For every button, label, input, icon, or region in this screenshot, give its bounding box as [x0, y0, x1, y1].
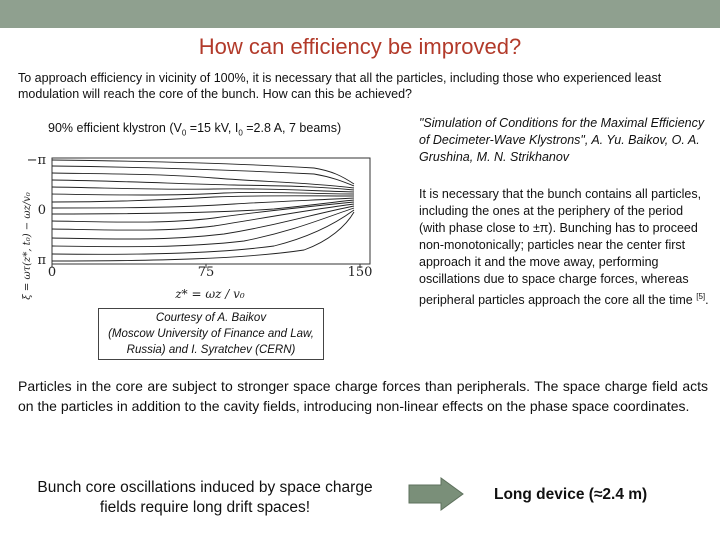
- plot-xlabel: z* = ωz / v₀: [175, 287, 245, 301]
- trajectory-1: [52, 160, 354, 184]
- courtesy-line-1: Courtesy of A. Baikov: [155, 312, 267, 324]
- top-bar: [0, 0, 720, 28]
- y-tick-zero: 0: [37, 203, 46, 218]
- bunching-explanation: [419, 186, 709, 309]
- y-tick-neg-pi: −π: [26, 153, 46, 168]
- x-tick-0: 0: [47, 265, 57, 280]
- plot-ylabel: ξ = ωτ(z*, t₀) − ωz/v₀: [22, 192, 33, 300]
- trajectory-7: [52, 196, 354, 202]
- reference-marker: [5]: [696, 292, 706, 301]
- klystron-label-sub-v: 0: [181, 128, 187, 138]
- klystron-label: [48, 121, 341, 138]
- plot-x-ticks: [48, 265, 373, 280]
- intro-text: To approach efficiency in vicinity of 100%, it is necessary that all the particles, including those who experienced least modulation will reach the core of the bunch. How can this be achieved?: [18, 71, 662, 101]
- trajectory-2: [52, 166, 354, 186]
- slide-title: How can efficiency be improved?: [198, 34, 522, 59]
- phase-trajectories: [52, 160, 354, 261]
- courtesy-box: [98, 308, 324, 360]
- klystron-label-suffix: =2.8 A, 7 beams): [242, 121, 342, 135]
- right-arrow-icon: [408, 477, 464, 511]
- x-tick-75: 75: [197, 265, 215, 280]
- drift-space-note: Bunch core oscillations induced by space charge fields require long drift spaces!: [37, 479, 373, 516]
- long-device-label: Long device (≈2.4 m): [494, 486, 648, 503]
- klystron-label-prefix: 90% efficient klystron (V: [48, 121, 182, 135]
- phase-trajectory-plot: [14, 146, 390, 306]
- trajectory-6: [52, 192, 354, 195]
- bunching-explanation-end: .: [705, 293, 709, 308]
- klystron-label-sub-i: 0: [238, 128, 243, 138]
- courtesy-line-3: Russia) and I. Syratchev (CERN): [126, 344, 296, 356]
- trajectory-5: [52, 187, 354, 192]
- x-tick-150: 150: [347, 265, 373, 280]
- trajectory-4: [52, 180, 354, 190]
- klystron-label-mid: =15 kV, I: [186, 121, 239, 135]
- courtesy-line-2: (Moscow University of Finance and Law,: [108, 328, 314, 340]
- bunching-explanation-text: It is necessary that the bunch contains all particles, including the ones at the periphery of the period (with phase close to ±π). Bunching has to proceed non-monotonically; particles near the center first approach it and the move away, performing oscillations due to space charge forces, whereas peripheral particles approach the core all the time: [419, 187, 702, 308]
- space-charge-paragraph: Particles in the core are subject to stronger space charge forces than peripherals. The space charge field acts on the particles in addition to the cavity fields, introducing non-linear effects on the phase space coordinates.: [18, 378, 708, 414]
- y-tick-pi: π: [37, 253, 46, 268]
- citation-text: "Simulation of Conditions for the Maximal Efficiency of Decimeter-Wave Klystrons", A. Yu. Baikov, O. A. Grushina, M. N. Strikhanov: [419, 116, 705, 164]
